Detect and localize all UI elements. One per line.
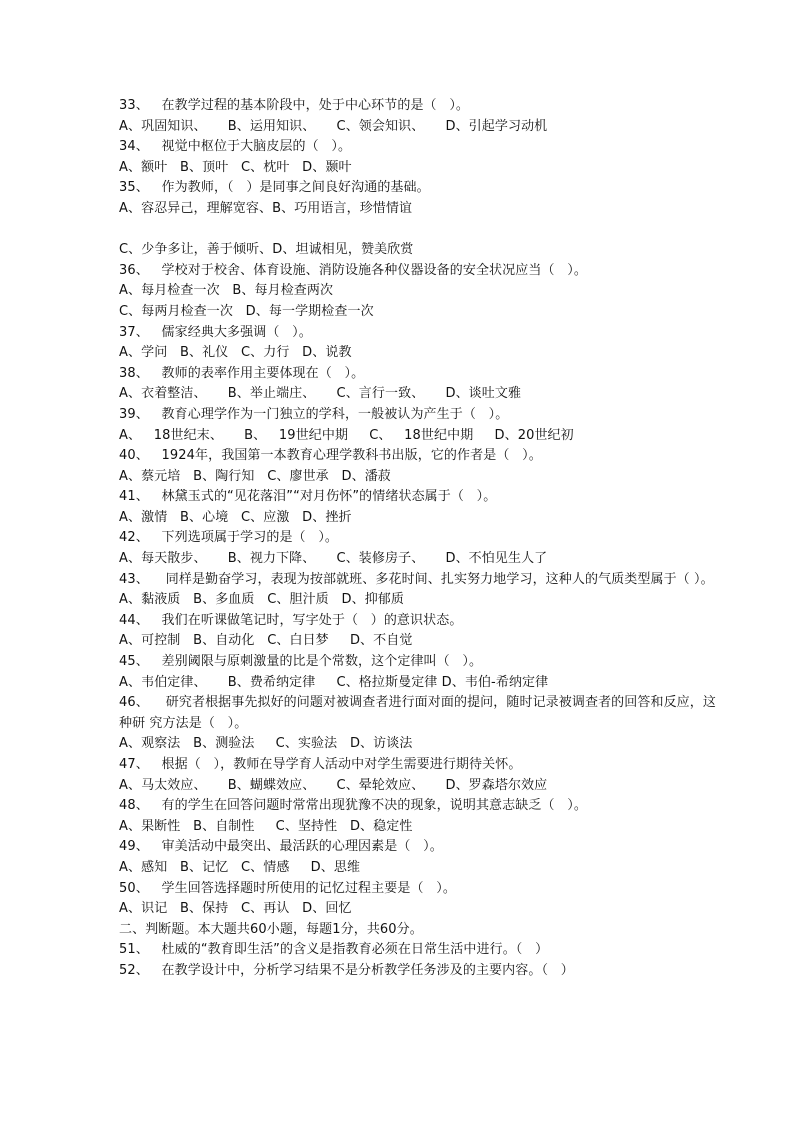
question-42-options: A、每天散步、 B、视力下降、 C、装修房子、 D、不怕见生人了 [119,551,548,567]
question-50-stem: 50、 学生回答选择题时所使用的记忆过程主要是（ ）。 [119,880,456,896]
question-42-stem: 42、 下列选项属于学习的是（ ）。 [119,530,339,546]
judgement-item-51: 51、 杜威的“教育即生活”的含义是指教育必须在日常生活中进行。（ ） [119,942,549,958]
question-34-options: A、额叶 B、顶叶 C、枕叶 D、颞叶 [119,159,352,175]
question-35-options-ab: A、容忍异己，理解宽容、B、巧用语言，珍惜情谊 [119,200,413,216]
question-33-options: A、巩固知识、 B、运用知识、 C、领会知识、 D、引起学习动机 [119,118,548,134]
question-37-options: A、学问 B、礼仪 C、力行 D、说教 [119,345,352,361]
question-45-stem: 45、 差别阈限与原刺激量的比是个常数，这个定律叫（ ）。 [119,654,483,670]
question-49-options: A、感知 B、记忆 C、情感 D、思维 [119,859,361,875]
question-44-options: A、可控制 B、自动化 C、白日梦 D、不自觉 [119,633,413,649]
question-39-stem: 39、 教育心理学作为一门独立的学科，一般被认为产生于（ ）。 [119,406,509,422]
question-49-stem: 49、 审美活动中最突出、最活跃的心理因素是（ ）。 [119,839,443,855]
question-36-stem: 36、 学校对于校舍、体育设施、消防设施各种仪器设备的安全状况应当（ ）。 [119,262,587,278]
question-41-options: A、激情 B、心境 C、应激 D、挫折 [119,509,352,525]
question-35-stem: 35、 作为教师，（ ）是同事之间良好沟通的基础。 [119,180,430,196]
question-33-stem: 33、 在教学过程的基本阶段中，处于中心环节的是（ ）。 [119,98,470,113]
judgement-item-52: 52、 在教学设计中，分析学习结果不是分析教学任务涉及的主要内容。（ ） [119,962,574,978]
question-36-options-cd: C、每两月检查一次 D、每一学期检查一次 [119,303,374,319]
question-34-stem: 34、 视觉中枢位于大脑皮层的（ ）。 [119,139,352,155]
section-heading-judgement: 二、判断题。本大题共60小题，每题1分，共60分。 [119,921,423,937]
question-44-stem: 44、 我们在听课做笔记时，写字处于（ ）的意识状态。 [119,612,463,628]
question-47-stem: 47、 根据（ ），教师在导学育人活动中对学生需要进行期待关怀。 [119,757,522,772]
exam-content [119,96,719,982]
question-45-options: A、韦伯定律、 B、费希纳定律 C、格拉斯曼定律 D、韦伯-希纳定律 [119,674,549,690]
question-35-options-cd: C、少争多让，善于倾听、D、坦诚相见，赞美欣赏 [119,242,414,258]
question-48-options: A、果断性 B、自制性 C、坚持性 D、稳定性 [119,818,413,834]
question-43-options: A、黏液质 B、多血质 C、胆汁质 D、抑郁质 [119,592,404,608]
question-46-stem: 46、 研究者根据事先拟好的问题对被调查者进行面对面的提问，随时记录被调查者的回答和反应，这种研 究方法是（ ）。 [119,695,716,731]
question-40-stem: 40、 1924年，我国第一本教育心理学教科书出版，它的作者是（ ）。 [119,448,542,464]
question-37-stem: 37、 儒家经典大多强调（ ）。 [119,324,312,340]
question-38-options: A、衣着整洁、 B、举止端庄、 C、言行一致、 D、谈吐文雅 [119,386,522,402]
blank-gap [119,220,719,241]
question-43-stem: 43、 同样是勤奋学习，表现为按部就班、多花时间、扎实努力地学习，这种人的气质类型属于（ ）。 [119,571,714,587]
question-50-options: A、识记 B、保持 C、再认 D、回忆 [119,901,352,917]
question-36-options-ab: A、每月检查一次 B、每月检查两次 [119,283,334,299]
question-38-stem: 38、 教师的表率作用主要体现在（ ）。 [119,365,365,381]
question-40-options: A、蔡元培 B、陶行知 C、廖世承 D、潘菽 [119,468,391,484]
question-39-options: A、 18世纪末、 B、 19世纪中期 C、 18世纪中期 D、20世纪初 [119,427,574,443]
question-48-stem: 48、 有的学生在回答问题时常常出现犹豫不决的现象，说明其意志缺乏（ ）。 [119,798,587,814]
question-47-options: A、马太效应、 B、蝴蝶效应、 C、晕轮效应、 D、罗森塔尔效应 [119,777,548,793]
question-41-stem: 41、 林黛玉式的“见花落泪”“对月伤怀”的情绪状态属于（ ）。 [119,489,497,505]
question-46-options: A、观察法 B、测验法 C、实验法 D、访谈法 [119,736,413,752]
